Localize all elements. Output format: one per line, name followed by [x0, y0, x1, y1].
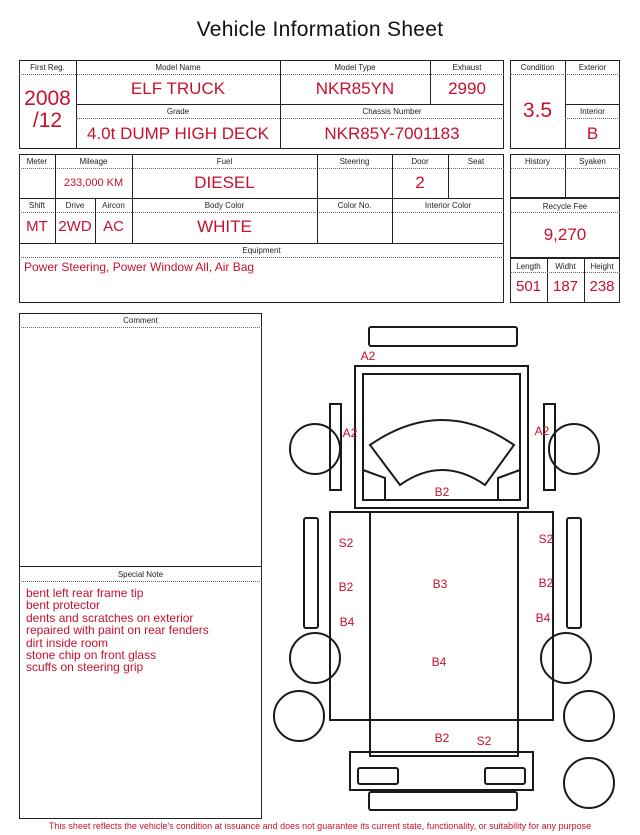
recycle-fee-label: Recycle Fee [542, 202, 588, 211]
mark-cab-rear: B2 [434, 485, 450, 499]
mileage-label: Mileage [79, 157, 108, 166]
condition-label: Condition [520, 63, 555, 72]
spare-tire [564, 758, 614, 808]
shift-value: MT [26, 218, 48, 235]
special-note-item: bent protector [26, 598, 101, 613]
mileage-value: 233,000 KM [63, 177, 124, 189]
mark-right-side-mid: B2 [538, 576, 554, 590]
body-color-label: Body Color [204, 201, 245, 210]
chassis-outline [330, 512, 553, 720]
grade-label: Grade [166, 107, 190, 116]
mark-tailgate: B2 [434, 731, 450, 745]
rear-right-outer-tire [564, 691, 614, 741]
length-label: Length [516, 262, 541, 271]
drive-label: Drive [65, 201, 85, 210]
door-label: Door [411, 157, 429, 166]
grade-value: 4.0t DUMP HIGH DECK [86, 124, 269, 143]
equipment-label: Equipment [242, 246, 281, 255]
width-value: 187 [552, 278, 579, 295]
steering-label: Steering [339, 157, 370, 166]
length-value: 501 [515, 278, 542, 295]
mark-left-side-mid: B2 [338, 580, 354, 594]
chassis-number-label: Chassis Number [362, 107, 422, 116]
syaken-label: Syaken [579, 157, 606, 166]
special-note-item: stone chip on front glass [26, 648, 157, 663]
aircon-value: AC [103, 218, 124, 235]
mark-front-bumper: A2 [360, 349, 376, 363]
seat-label: Seat [467, 157, 485, 166]
mark-bed-rear: B4 [431, 655, 447, 669]
model-name-label: Model Name [155, 63, 201, 72]
special-note-label: Special Note [117, 570, 164, 579]
comment-label: Comment [123, 316, 158, 325]
rear-step [369, 792, 517, 810]
first-reg-month: /12 [32, 109, 63, 132]
first-reg-year: 2008 [24, 87, 71, 110]
recycle-fee-value: 9,270 [543, 225, 587, 244]
mark-right-side-rear: B4 [535, 611, 551, 625]
exterior-label: Exterior [578, 63, 607, 72]
mark-front-right-fender: A2 [534, 424, 550, 438]
model-type-label: Model Type [334, 63, 376, 72]
height-value: 238 [589, 278, 615, 295]
front-left-tire [290, 424, 340, 474]
shift-label: Shift [28, 201, 45, 210]
mark-front-left-fender: A2 [342, 426, 358, 440]
cab-inner-outline [363, 374, 520, 500]
fuel-value: DIESEL [194, 173, 255, 192]
meter-label: Meter [26, 157, 48, 166]
front-bumper-outline [369, 327, 517, 346]
mark-rear-bumper: S2 [476, 734, 492, 748]
left-tail-lamp [358, 768, 398, 784]
interior-color-label: Interior Color [424, 201, 472, 210]
interior-label: Interior [580, 107, 605, 116]
model-name-value: ELF TRUCK [130, 79, 226, 98]
exhaust-label: Exhaust [452, 63, 482, 72]
mark-left-side-front: S2 [338, 536, 354, 550]
front-right-tire [549, 424, 599, 474]
aircon-label: Aircon [102, 201, 125, 210]
mark-left-side-rear: B4 [339, 615, 355, 629]
fuel-label: Fuel [216, 157, 233, 166]
drive-value: 2WD [58, 218, 92, 235]
exhaust-value: 2990 [448, 79, 486, 98]
footer-disclaimer: This sheet reflects the vehicle's condition at issuance and does not guarantee its current state, functionality, or suitability for any purpose [48, 821, 592, 831]
history-label: History [525, 157, 550, 166]
width-label: Widht [555, 262, 576, 271]
right-side-skirt [567, 518, 581, 628]
right-door-outline [498, 470, 520, 500]
door-value: 2 [415, 173, 425, 192]
body-color-value: WHITE [197, 217, 252, 236]
rear-right-inner-tire [541, 633, 591, 683]
color-no-label: Color No. [337, 201, 372, 210]
page-title: Vehicle Information Sheet [196, 18, 444, 41]
special-note-item: repaired with paint on rear fenders [26, 623, 209, 638]
mark-bed-center: B3 [432, 577, 448, 591]
condition-value: 3.5 [522, 99, 553, 122]
special-note-item: dents and scratches on exterior [26, 610, 194, 625]
mark-right-side-front: S2 [538, 532, 554, 546]
left-door-outline [363, 470, 385, 500]
special-note-item: bent left rear frame tip [26, 586, 144, 600]
interior-value: B [586, 124, 599, 143]
model-type-value: NKR85YN [315, 79, 395, 98]
rear-left-inner-tire [290, 633, 340, 683]
rear-left-outer-tire [274, 691, 324, 741]
left-side-skirt [304, 518, 318, 628]
height-label: Height [590, 262, 614, 271]
special-note-item: dirt inside room [26, 635, 109, 650]
first-reg-label: First Reg. [30, 63, 65, 72]
special-note-item: scuffs on steering grip [26, 660, 144, 675]
equipment-value: Power Steering, Power Window All, Air Bag [24, 260, 255, 274]
windshield-outline [370, 420, 514, 485]
right-tail-lamp [485, 768, 525, 784]
chassis-number-value: NKR85Y-7001183 [324, 124, 460, 143]
